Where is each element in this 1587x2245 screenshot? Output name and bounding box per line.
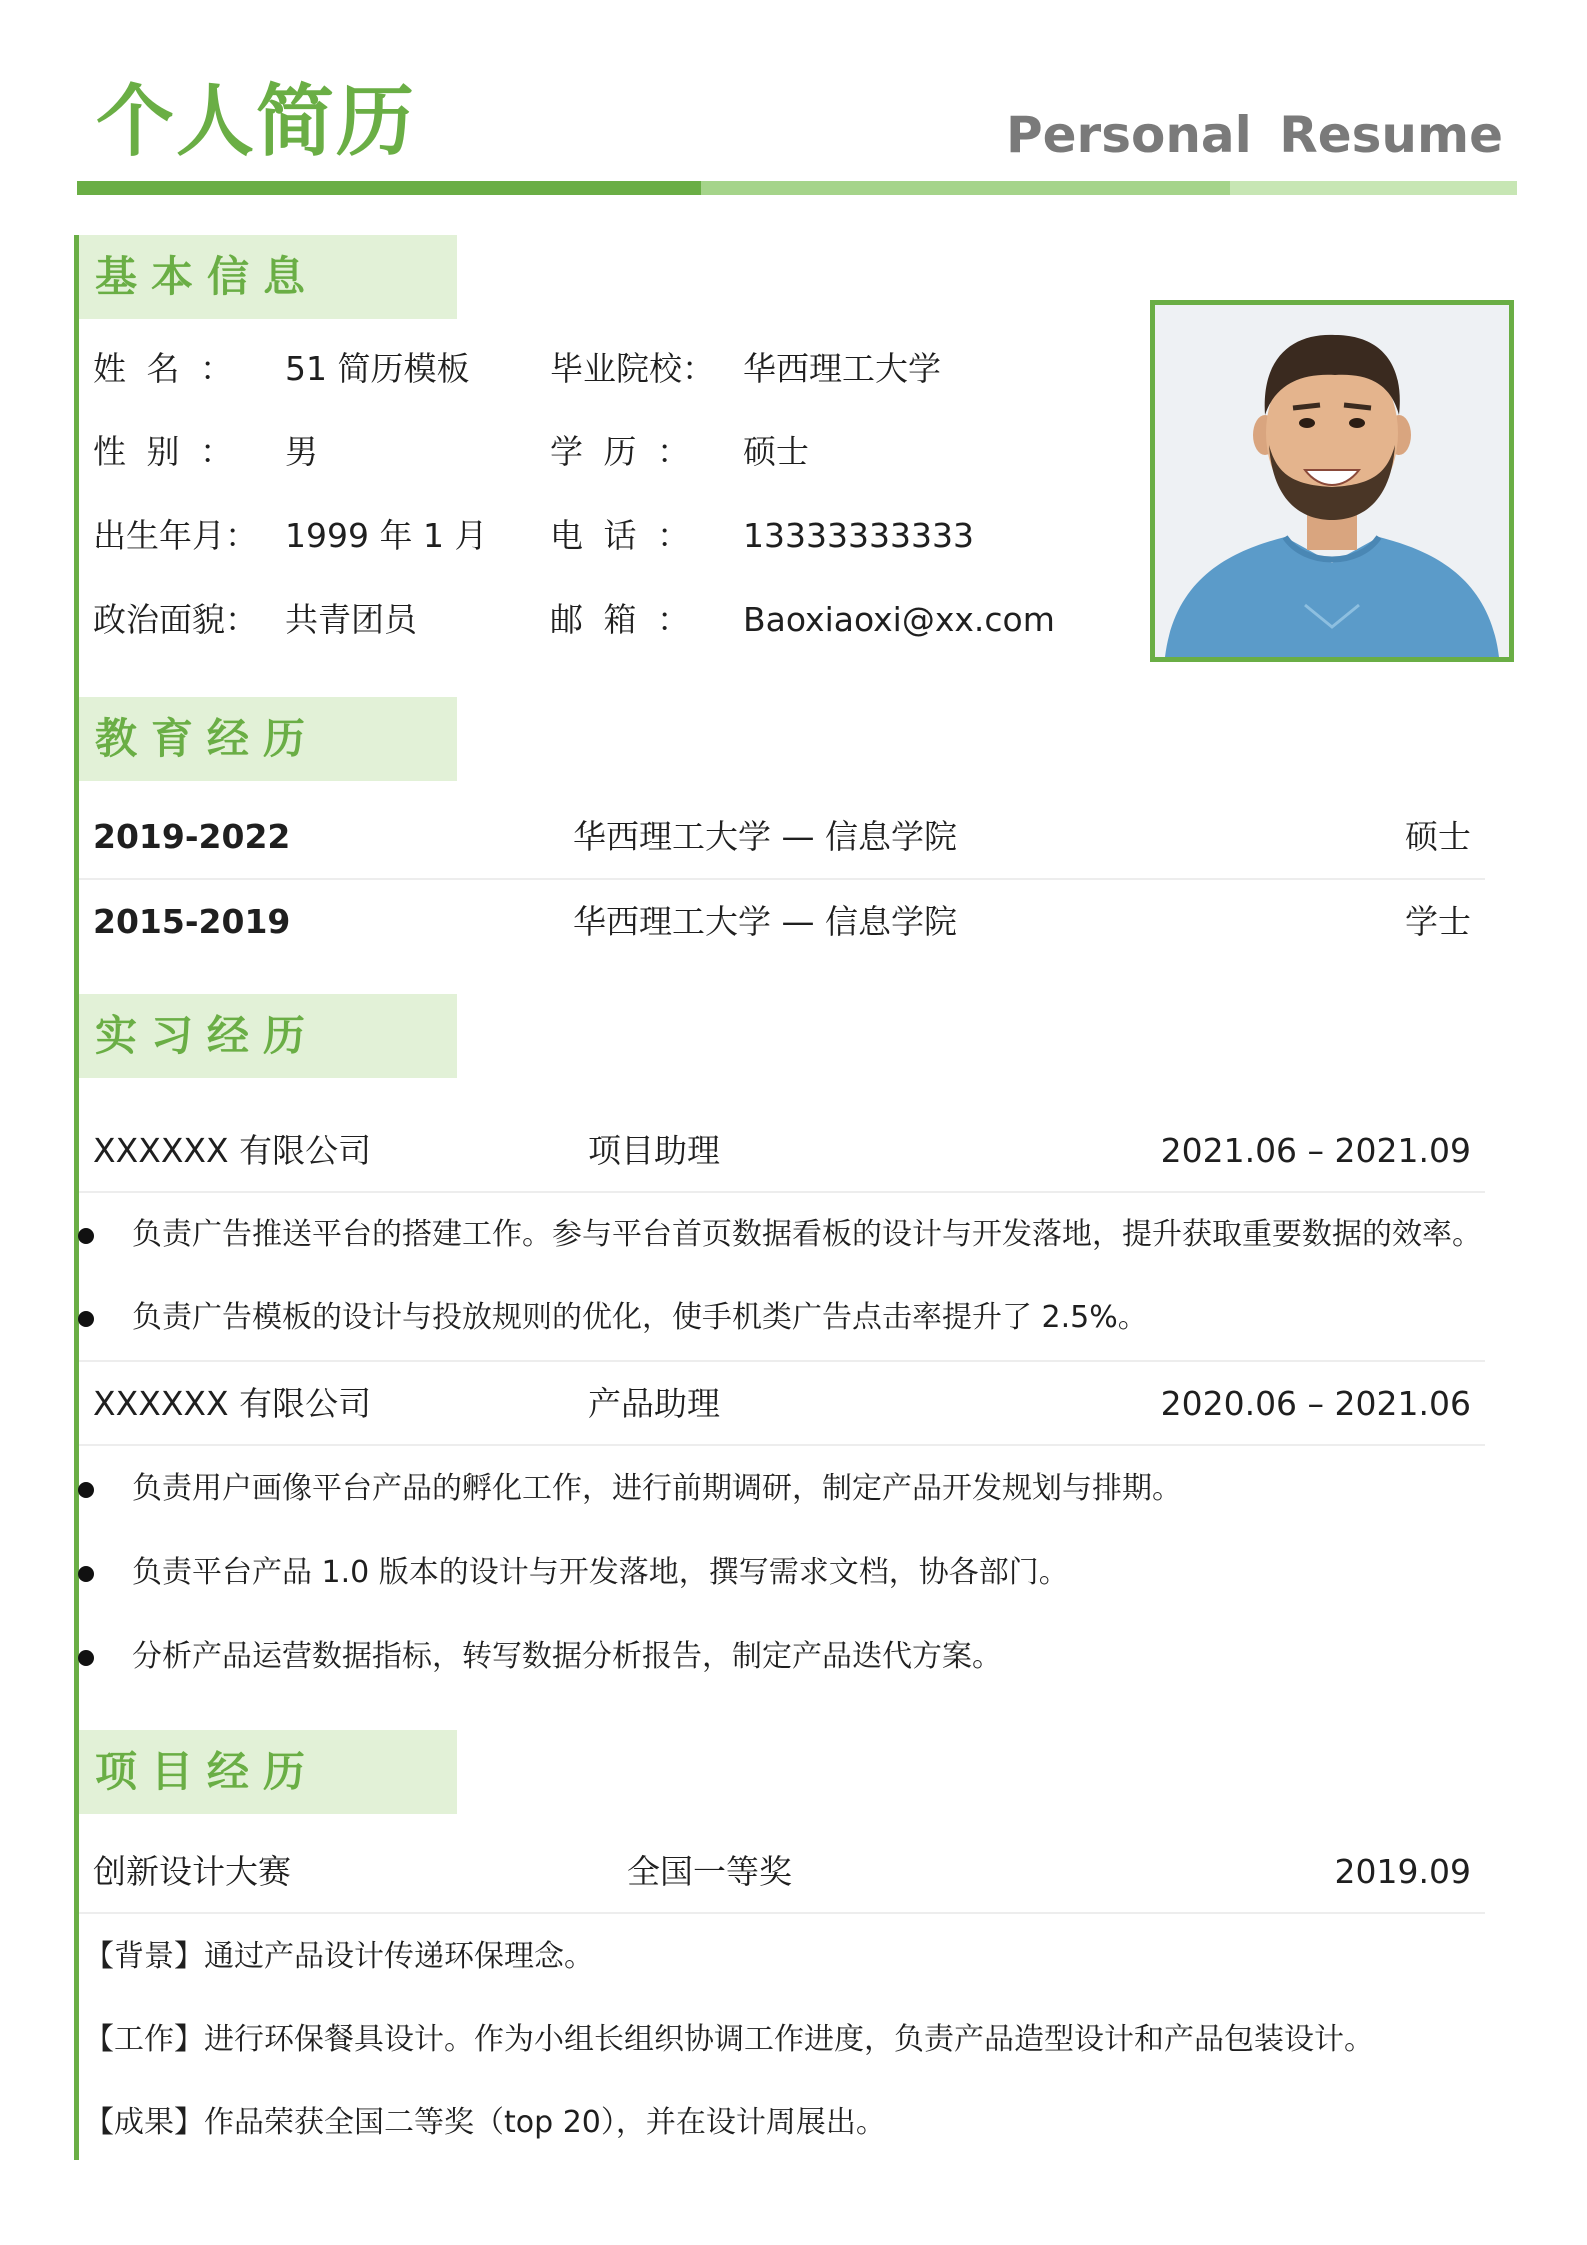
- school-label: 毕业院校：: [550, 349, 715, 388]
- section-project: 项目经历: [79, 1730, 457, 1814]
- left-accent-line: [74, 235, 79, 2160]
- degree-value: 硕士: [743, 432, 809, 471]
- email-value: Baoxiaoxi@xx.com: [743, 600, 1055, 639]
- education-row-divider: [79, 878, 1485, 880]
- education-school-2: 华西理工大学 — 信息学院: [573, 902, 957, 941]
- internship-divider: [79, 1444, 1485, 1446]
- project-award: 全国一等奖: [627, 1852, 792, 1891]
- school-value: 华西理工大学: [743, 349, 941, 388]
- birth-value: 1999 年 1 月: [285, 516, 488, 555]
- divider-segment-dark: [77, 181, 701, 195]
- internship-divider: [79, 1360, 1485, 1362]
- education-years-1: 2019-2022: [93, 817, 291, 856]
- bullet-dot: [78, 1482, 94, 1498]
- internship-role-2: 产品助理: [588, 1384, 720, 1423]
- internship-period-1: 2021.06 – 2021.09: [1160, 1131, 1471, 1170]
- bullet-dot: [78, 1566, 94, 1582]
- political-label: 政治面貌：: [93, 600, 258, 639]
- project-result: 【成果】作品荣获全国二等奖（top 20），并在设计周展出。: [84, 2105, 886, 2140]
- section-internship: 实习经历: [79, 994, 457, 1078]
- education-degree-1: 硕士: [1405, 817, 1471, 856]
- internship-period-2: 2020.06 – 2021.06: [1160, 1384, 1471, 1423]
- project-work: 【工作】进行环保餐具设计。作为小组长组织协调工作进度，负责产品造型设计和产品包装设计。: [84, 2022, 1374, 2057]
- resume-title-en: Personal Resume: [1006, 106, 1503, 164]
- internship-2-bullet-1: 负责用户画像平台产品的孵化工作，进行前期调研，制定产品开发规划与排期。: [132, 1471, 1182, 1506]
- name-label: 姓名：: [93, 349, 233, 388]
- resume-title-cn: 个人简历: [96, 77, 417, 167]
- divider-segment-medium: [701, 181, 1230, 195]
- internship-2-bullet-2: 负责平台产品 1.0 版本的设计与开发落地，撰写需求文档，协各部门。: [132, 1555, 1069, 1590]
- internship-company-1: XXXXXX 有限公司: [93, 1131, 372, 1170]
- project-name: 创新设计大赛: [93, 1852, 291, 1891]
- project-divider: [79, 1912, 1485, 1914]
- bullet-dot: [78, 1311, 94, 1327]
- header-divider-bar: [77, 181, 1517, 195]
- internship-company-2: XXXXXX 有限公司: [93, 1384, 372, 1423]
- education-degree-2: 学士: [1405, 902, 1471, 941]
- person-photo-icon: [1155, 305, 1509, 657]
- bullet-dot: [78, 1228, 94, 1244]
- profile-photo: [1150, 300, 1514, 662]
- phone-label: 电话：: [550, 516, 690, 555]
- internship-divider: [79, 1191, 1485, 1193]
- project-background: 【背景】通过产品设计传递环保理念。: [84, 1939, 594, 1974]
- gender-label: 性别：: [93, 432, 233, 471]
- degree-label: 学历：: [550, 432, 690, 471]
- section-education: 教育经历: [79, 697, 457, 781]
- education-school-1: 华西理工大学 — 信息学院: [573, 817, 957, 856]
- bullet-dot: [78, 1650, 94, 1666]
- name-value: 51 简历模板: [285, 349, 470, 388]
- internship-1-bullet-2: 负责广告模板的设计与投放规则的优化，使手机类广告点击率提升了 2.5%。: [132, 1300, 1148, 1335]
- phone-value: 13333333333: [743, 516, 974, 555]
- birth-label: 出生年月：: [93, 516, 258, 555]
- section-basic-info: 基本信息: [79, 235, 457, 319]
- education-years-2: 2015-2019: [93, 902, 291, 941]
- divider-segment-light: [1230, 181, 1517, 195]
- internship-2-bullet-3: 分析产品运营数据指标，转写数据分析报告，制定产品迭代方案。: [132, 1639, 1002, 1674]
- project-date: 2019.09: [1334, 1852, 1471, 1891]
- internship-role-1: 项目助理: [588, 1131, 720, 1170]
- political-value: 共青团员: [285, 600, 417, 639]
- gender-value: 男: [285, 432, 318, 471]
- email-label: 邮箱：: [550, 600, 690, 639]
- internship-1-bullet-1: 负责广告推送平台的搭建工作。参与平台首页数据看板的设计与开发落地，提升获取重要数据的效率。: [132, 1217, 1482, 1252]
